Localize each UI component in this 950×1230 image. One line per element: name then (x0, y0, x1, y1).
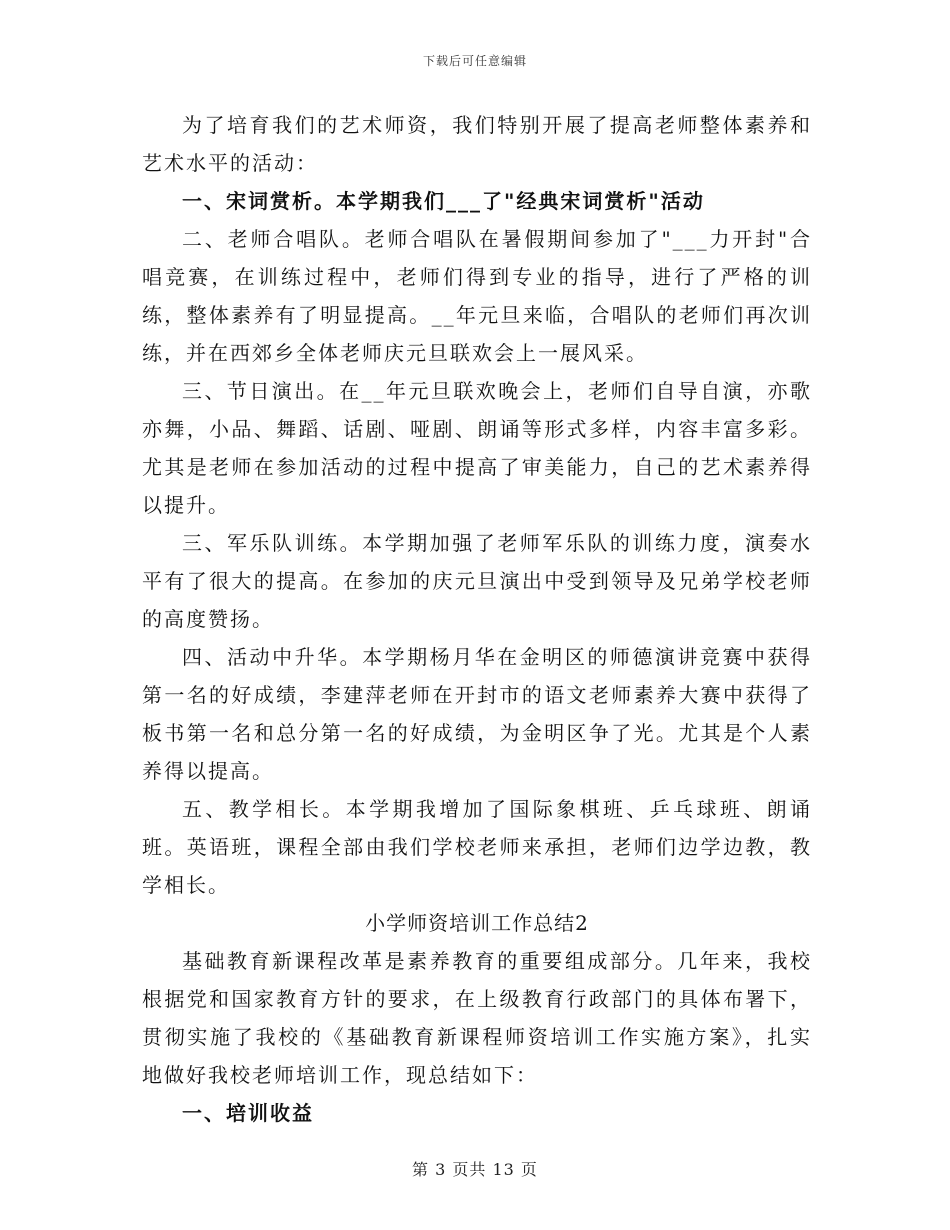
paragraph-song-poetry: 一、宋词赏析。本学期我们___了"经典宋词赏析"活动 (182, 189, 705, 213)
paragraph-intro: 为了培育我们的艺术师资，我们特别开展了提高老师整体素养和艺术水平的活动： (142, 113, 812, 175)
paragraph-training-benefits-heading: 一、培训收益 (182, 1101, 314, 1125)
paragraph-holiday-performance: 三、节日演出。在__年元旦联欢晚会上，老师们自导自演，亦歌亦舞，小品、舞蹈、话剧、哑剧、朗诵等形式多样，内容丰富多彩。尤其是老师在参加活动的过程中提高了审美能力，自己的艺术素养得以提升。 (142, 379, 812, 517)
paragraph-activity-sublimation: 四、活动中升华。本学期杨月华在金明区的师德演讲竞赛中获得第一名的好成绩，李建萍老师在开封市的语文老师素养大赛中获得了板书第一名和总分第一名的好成绩，为金明区争了光。尤其是个人素养得以提高。 (142, 645, 812, 783)
document-body (142, 106, 812, 1132)
page-number: 第 3 页共 13 页 (412, 1160, 538, 1179)
paragraph-military-band: 三、军乐队训练。本学期加强了老师军乐队的训练力度，演奏水平有了很大的提高。在参加的庆元旦演出中受到领导及兄弟学校老师的高度赞扬。 (142, 531, 812, 631)
paragraph-choir: 二、老师合唱队。老师合唱队在暑假期间参加了"___力开封"合唱竞赛，在训练过程中，老师们得到专业的指导，进行了严格的训练，整体素养有了明显提高。__年元旦来临，合唱队的老师们再次训练，并在西郊乡全体老师庆元旦联欢会上一展风采。 (142, 227, 812, 365)
page-header-note: 下载后可任意编辑 (422, 54, 527, 68)
paragraph-curriculum-reform: 基础教育新课程改革是素养教育的重要组成部分。几年来，我校根据党和国家教育方针的要求，在上级教育行政部门的具体布署下，贯彻实施了我校的《基础教育新课程师资培训工作实施方案》，扎实地做好我校老师培训工作，现总结如下： (142, 949, 812, 1087)
paragraph-teaching-learning: 五、教学相长。本学期我增加了国际象棋班、乒乓球班、朗诵班。英语班，课程全部由我们学校老师来承担，老师们边学边教，教学相长。 (142, 797, 812, 897)
section-title: 小学师资培训工作总结2 (365, 911, 589, 935)
